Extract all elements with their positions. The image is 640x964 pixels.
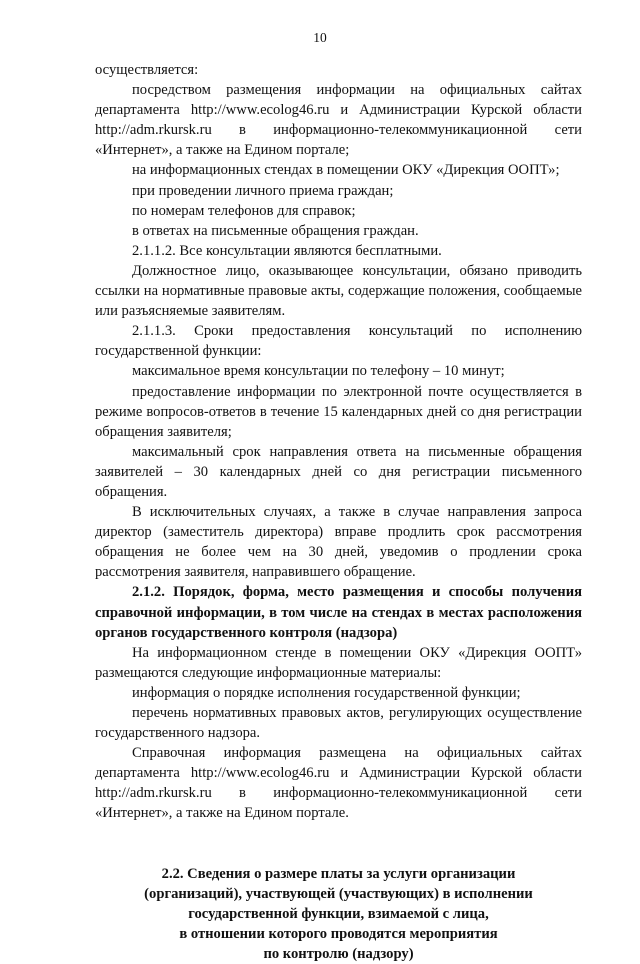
paragraph-consultation-terms: 2.1.1.3. Сроки предоставления консультаций по исполнению государственной функции: (95, 323, 582, 360)
paragraph-stands: на информационных стендах в помещении ОКУ «Дирекция ООПТ»; (132, 162, 560, 179)
section-heading-line: в отношении которого проводятся мероприятия (179, 925, 498, 942)
page-number: 10 (313, 30, 327, 45)
section-heading-line: государственной функции, взимаемой с лица, (188, 905, 489, 922)
section-gap (95, 844, 582, 864)
section-heading-2-2 (95, 864, 582, 964)
paragraph-personal-reception: при проведении личного приема граждан; (132, 182, 394, 199)
paragraph-exceptional-cases: В исключительных случаях, а также в случае направления запроса директор (заместитель директора) вправе продлить срок рассмотрения обращения не более чем на 30 дней, уведомив о продлении срока рассмотрения заявителя, направившего обращение. (95, 504, 582, 581)
paragraph-email-info: предоставление информации по электронной почте осуществляется в режиме вопросов-ответов в течение 15 календарных дней со дня регистрации обращения заявителя; (95, 383, 582, 440)
paragraph-websites: посредством размещения информации на официальных сайтах департамента http://www.ecolog46.ru и Администрации Курской области http://adm.rkursk.ru в информационно-телекоммуникационной сети «Интернет», а также на Едином портале; (95, 82, 582, 159)
paragraph-legal-acts-list: перечень нормативных правовых актов, регулирующих осуществление государственного надзора. (95, 705, 582, 742)
paragraph-written-replies: в ответах на письменные обращения граждан. (132, 222, 419, 239)
document-body (95, 60, 582, 964)
paragraph-phone-time: максимальное время консультации по телефону – 10 минут; (132, 363, 505, 380)
section-gap (95, 824, 582, 844)
paragraph-written-deadline: максимальный срок направления ответа на письменные обращения заявителей – 30 календарных дней со дня регистрации письменного обращения. (95, 443, 582, 500)
paragraph-free-consultations: 2.1.1.2. Все консультации являются бесплатными. (132, 242, 442, 259)
paragraph-reference-info: Справочная информация размещена на официальных сайтах департамента http://www.ecolog46.ru и Администрации Курской области http://adm.rkursk.ru в информационно-телекоммуникационной сети «Интернет», а также на Едином портале. (95, 745, 582, 822)
paragraph-intro: осуществляется: (95, 62, 199, 78)
section-heading-line: (организаций), участвующей (участвующих) в исполнении (144, 885, 533, 902)
paragraph-procedure-info: информация о порядке исполнения государственной функции; (132, 684, 521, 701)
section-heading-line: по контролю (надзору) (263, 945, 414, 962)
subsection-heading-2-1-2: 2.1.2. Порядок, форма, место размещения и способы получения справочной информации, в том числе на стендах в местах расположения органов государственного контроля (надзора) (95, 584, 582, 641)
paragraph-stand-materials: На информационном стенде в помещении ОКУ «Дирекция ООПТ» размещаются следующие информационные материалы: (95, 644, 582, 681)
section-heading-line: 2.2. Сведения о размере платы за услуги организации (161, 865, 516, 882)
paragraph-phones: по номерам телефонов для справок; (132, 202, 356, 219)
paragraph-official-duty: Должностное лицо, оказывающее консультации, обязано приводить ссылки на нормативные правовые акты, содержащие положения, сообщаемые или разъясняемые заявителям. (95, 262, 582, 320)
